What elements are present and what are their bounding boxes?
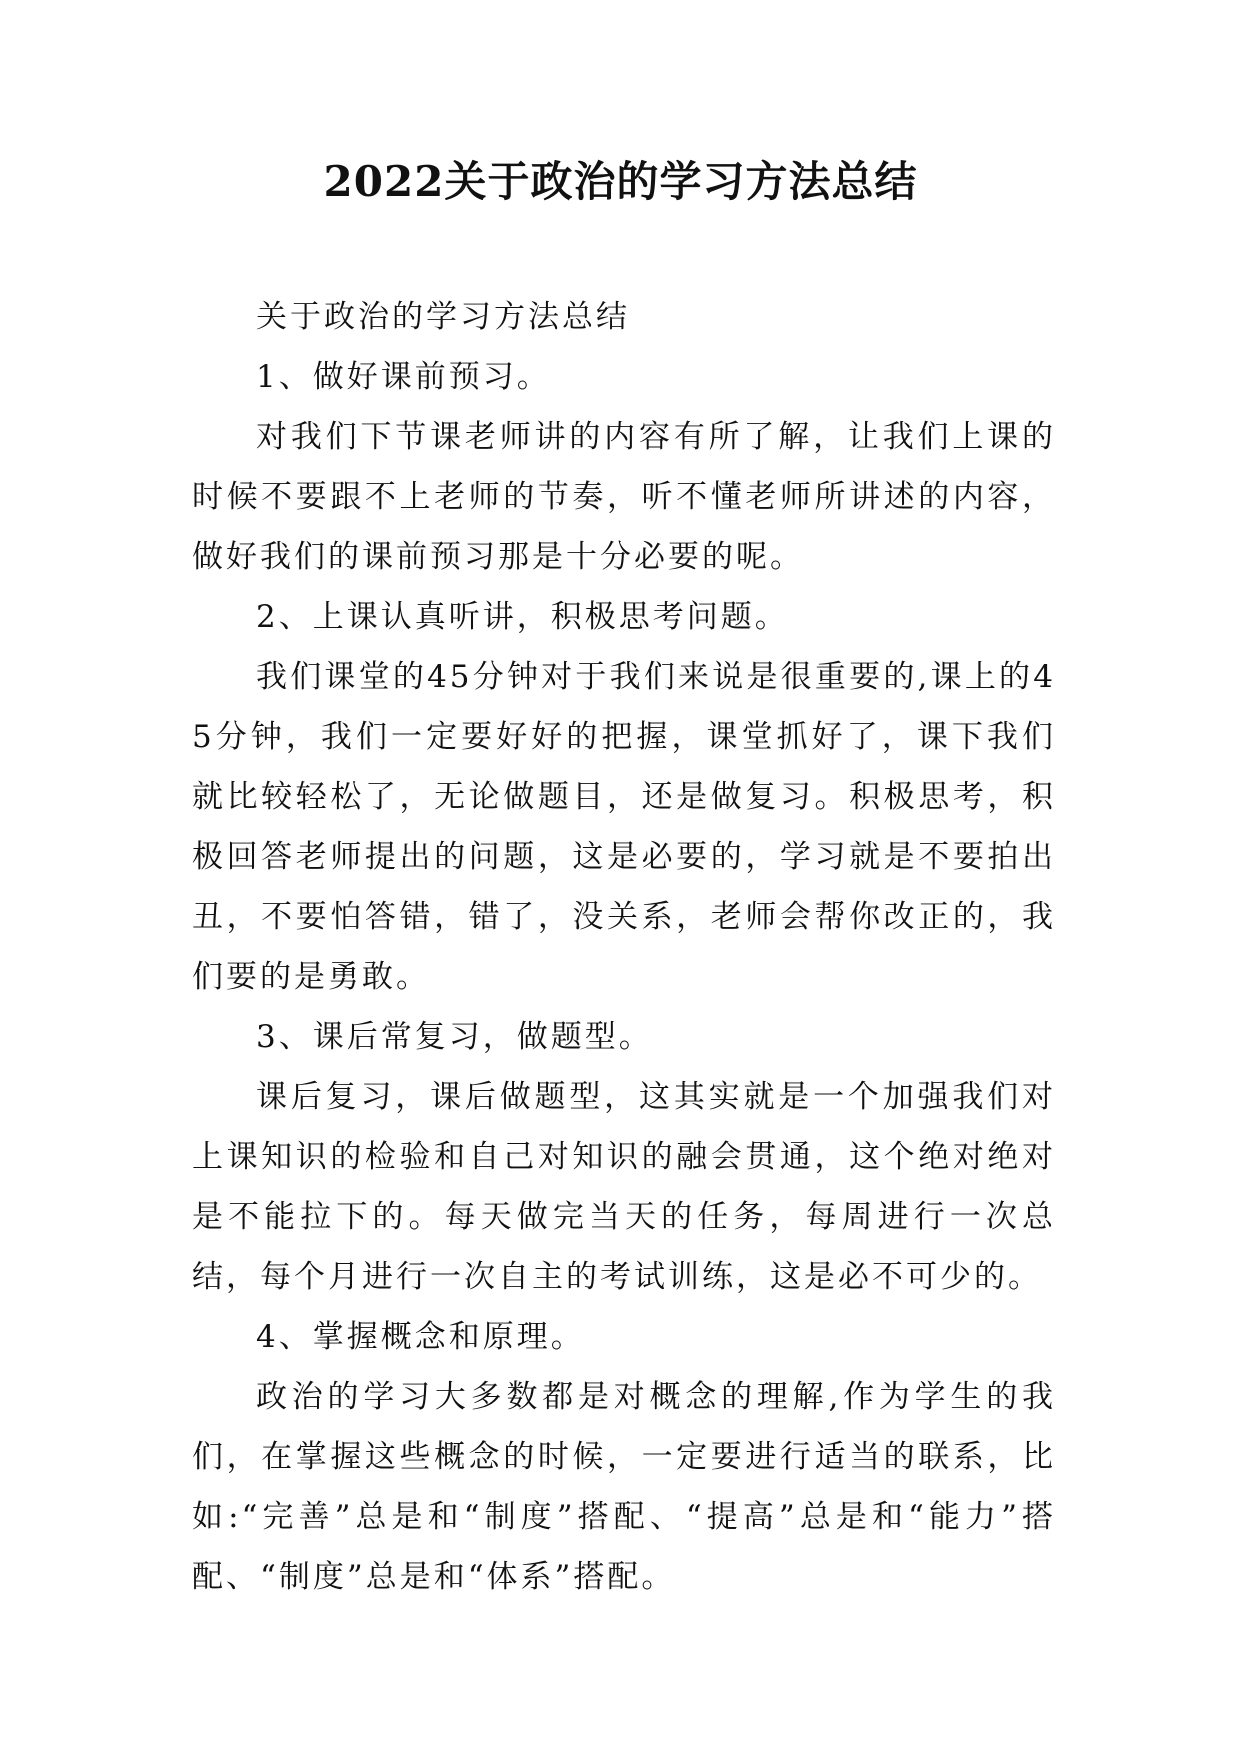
paragraph-body-2: 我们课堂的45分钟对于我们来说是很重要的,课上的45分钟，我们一定要好好的把握，课堂抓好了，课下我们就比较轻松了，无论做题目，还是做复习。积极思考，积极回答老师提出的问题，这是必要的，学习就是不要拍出丑，不要怕答错，错了，没关系，老师会帮你改正的，我们要的是勇敢。 [192,659,1056,995]
document-title: 2022关于政治的学习方法总结 [323,157,918,206]
document-body [192,287,1056,1607]
paragraph-body-4: 政治的学习大多数都是对概念的理解,作为学生的我们，在掌握这些概念的时候，一定要进行适当的联系，比如:“完善”总是和“制度”搭配、“提高”总是和“能力”搭配、“制度”总是和“体系”搭配。 [192,1379,1056,1595]
paragraph-body-1: 对我们下节课老师讲的内容有所了解，让我们上课的时候不要跟不上老师的节奏，听不懂老师所讲述的内容，做好我们的课前预习那是十分必要的呢。 [192,419,1056,575]
paragraph-subtitle: 关于政治的学习方法总结 [256,299,630,335]
paragraph-heading-4: 4、掌握概念和原理。 [256,1319,585,1355]
paragraph-heading-1: 1、做好课前预习。 [256,359,551,395]
paragraph-body-3: 课后复习，课后做题型，这其实就是一个加强我们对上课知识的检验和自己对知识的融会贯通，这个绝对绝对是不能拉下的。每天做完当天的任务，每周进行一次总结，每个月进行一次自主的考试训练，这是必不可少的。 [192,1079,1056,1295]
paragraph-heading-3: 3、课后常复习，做题型。 [256,1019,653,1055]
paragraph-heading-2: 2、上课认真听讲，积极思考问题。 [256,599,789,635]
